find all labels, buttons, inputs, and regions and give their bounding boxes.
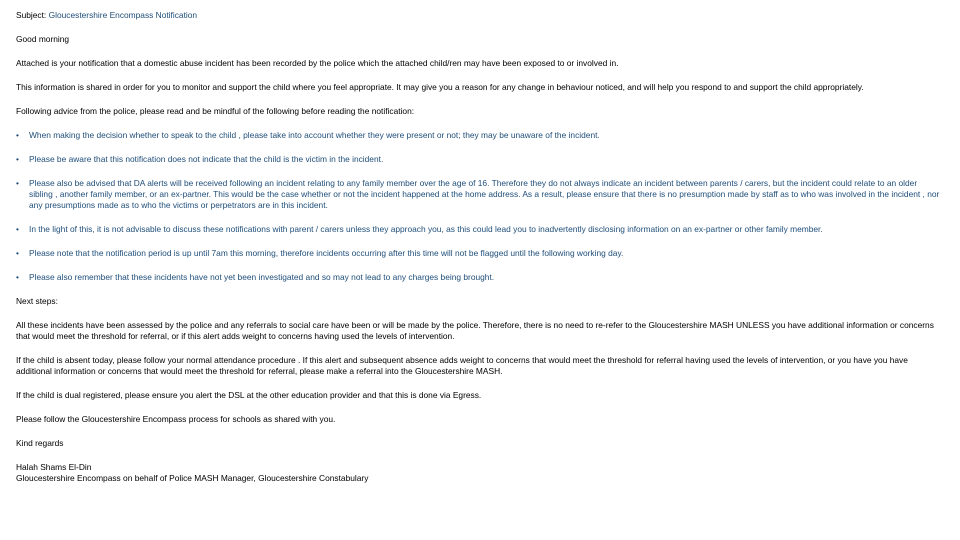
advice-item [16, 178, 941, 211]
advice-item [16, 248, 941, 259]
sender-name: Halah Shams El-Din [16, 462, 92, 472]
bullet-icon: • [16, 248, 19, 258]
advice-item [16, 272, 941, 283]
bullet-icon: • [16, 224, 19, 234]
advice-intro: Following advice from the police, please read and be mindful of the following before reading the notification: [16, 106, 415, 116]
bullet-icon: • [16, 154, 19, 164]
intro-paragraph: Attached is your notification that a domestic abuse incident has been recorded by the police which the attached child/ren may have been exposed to or involved in. [16, 58, 619, 68]
subject-label: Subject: [16, 10, 47, 20]
advice-item-text: When making the decision whether to speak to the child , please take into account whether they were present or not; they may be unaware of the incident. [29, 130, 600, 140]
advice-item-text: Please be aware that this notification does not indicate that the child is the victim in the incident. [29, 154, 384, 164]
advice-item-text: Please note that the notification period is up until 7am this morning, therefore incidents occurring after this time will not be flagged until the following working day. [29, 248, 624, 258]
closing: Kind regards [16, 438, 64, 448]
advice-item [16, 130, 941, 141]
subject-value: Gloucestershire Encompass Notification [48, 10, 198, 20]
advice-item-text: In the light of this, it is not advisable to discuss these notifications with parent / carers unless they approach you, as this could lead you to inadvertently disclosing information on an ex-partner or other family member. [29, 224, 823, 234]
next-steps-heading: Next steps: [16, 296, 58, 306]
next-steps-paragraph: If the child is dual registered, please ensure you alert the DSL at the other education provider and that this is done via Egress. [16, 390, 482, 400]
email-subject [16, 10, 941, 21]
advice-item [16, 154, 941, 165]
sender-title: Gloucestershire Encompass on behalf of Police MASH Manager, Gloucestershire Constabulary [16, 473, 369, 483]
email-body [16, 10, 941, 484]
bullet-icon: • [16, 178, 19, 188]
bullet-icon: • [16, 130, 19, 140]
next-steps-paragraph: If the child is absent today, please follow your normal attendance procedure . If this alert and subsequent absence adds weight to concerns that would meet the threshold for referral having used the levels of intervention, or you have you have additional information or concerns that would meet the threshold for referral, please make a referral into the Gloucestershire MASH. [16, 355, 908, 376]
advice-item-text: Please also be advised that DA alerts will be received following an incident relating to any family member over the age of 16. Therefore they do not always indicate an incident between parents / carers, but the incident could relate to an older sibling , another family member, or an ex-partner. This would be the case whether or not the incident happened at the home address. As a result, please ensure that there is no presumption made by staff as to who was involved in the incident , nor any presumptions made as to who the victims or perpetrators are in this incident. [29, 178, 940, 210]
next-steps-paragraph: Please follow the Gloucestershire Encompass process for schools as shared with you. [16, 414, 336, 424]
purpose-paragraph: This information is shared in order for you to monitor and support the child where you feel appropriate. It may give you a reason for any change in behaviour noticed, and will help you respond to and support the child appropriately. [16, 82, 864, 92]
advice-list [16, 130, 941, 283]
bullet-icon: • [16, 272, 19, 282]
greeting: Good morning [16, 34, 70, 44]
advice-item-text: Please also remember that these incidents have not yet been investigated and so may not lead to any charges being brought. [29, 272, 495, 282]
next-steps-paragraph: All these incidents have been assessed by the police and any referrals to social care have been or will be made by the police. Therefore, there is no need to re-refer to the Gloucestershire MASH UNLESS you have additional information or concerns that would meet the threshold for referral, or if this alert adds weight to concerns having used the levels of intervention. [16, 320, 934, 341]
advice-item [16, 224, 941, 235]
